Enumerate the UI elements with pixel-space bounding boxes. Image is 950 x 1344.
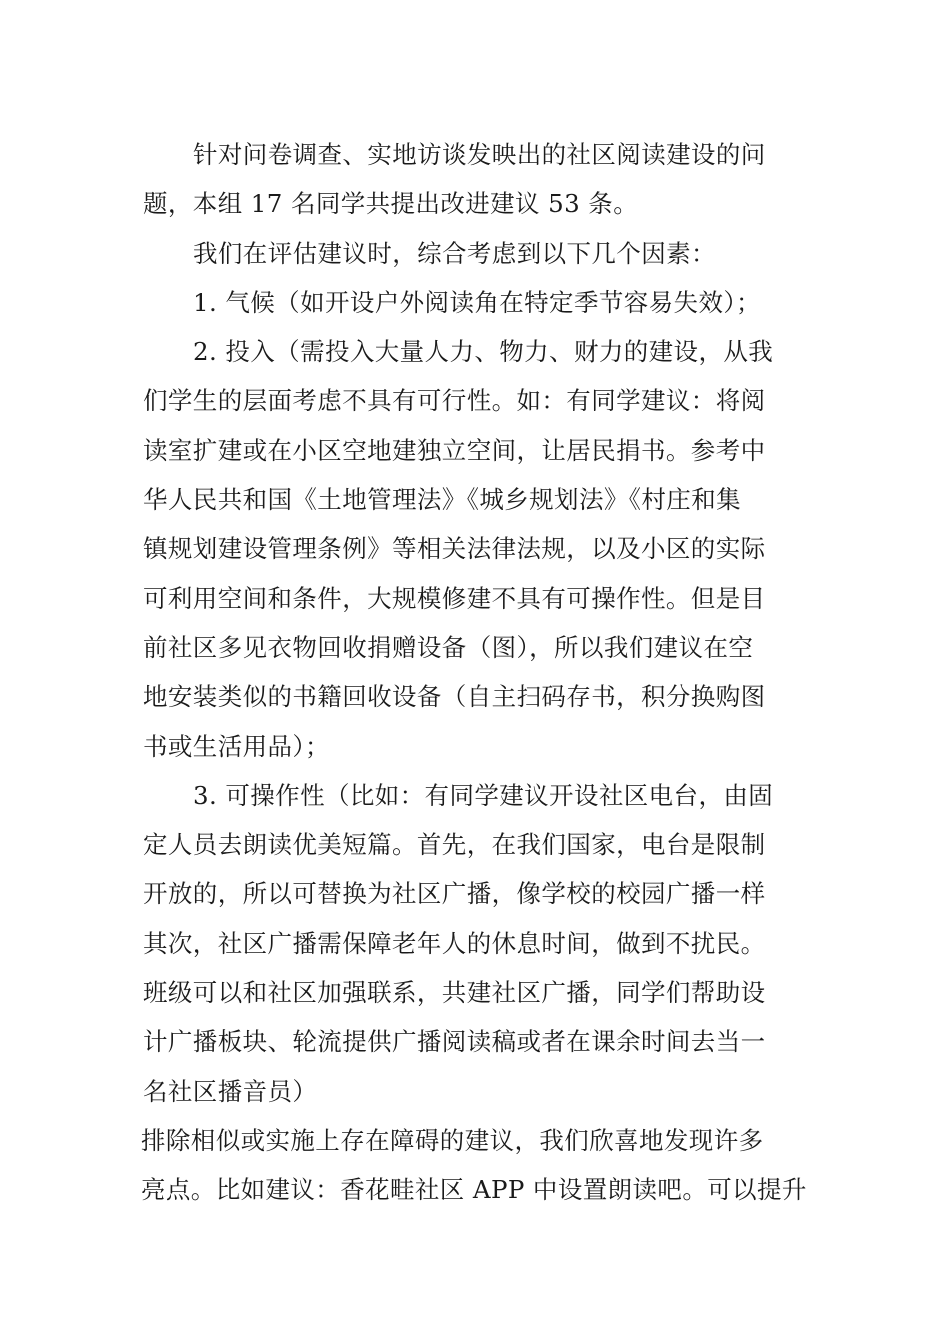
- text-line: 镇规划建设管理条例》等相关法律法规，以及小区的实际: [143, 534, 766, 564]
- text-line: 题，本组 17 名同学共提出改进建议 53 条。: [143, 189, 639, 219]
- text-line: 地安装类似的书籍回收设备（自主扫码存书，积分换购图: [143, 682, 766, 712]
- text-line: 班级可以和社区加强联系，共建社区广播，同学们帮助设: [143, 978, 766, 1008]
- text-line: 排除相似或实施上存在障碍的建议，我们欣喜地发现许多: [141, 1125, 764, 1155]
- text-line: 1. 气候（如开设户外阅读角在特定季节容易失效）；: [193, 287, 761, 317]
- text-line: 可利用空间和条件，大规模修建不具有可操作性。但是目: [143, 583, 766, 613]
- text-line: 名社区播音员）: [143, 1076, 318, 1106]
- text-line: 我们在评估建议时，综合考虑到以下几个因素：: [193, 238, 716, 268]
- text-line: 前社区多见衣物回收捐赠设备（图），所以我们建议在空: [143, 632, 754, 662]
- text-line: 开放的，所以可替换为社区广播，像学校的校园广播一样: [143, 879, 766, 909]
- text-line: 们学生的层面考虑不具有可行性。如：有同学建议：将阅: [143, 386, 766, 416]
- document-body: [143, 130, 808, 1215]
- text-line: 计广播板块、轮流提供广播阅读稿或者在课余时间去当一: [143, 1027, 766, 1057]
- text-line: 3. 可操作性（比如：有同学建议开设社区电台，由固: [193, 780, 774, 810]
- text-line: 华人民共和国《土地管理法》《城乡规划法》《村庄和集: [143, 485, 741, 515]
- text-line: 定人员去朗读优美短篇。首先，在我们国家，电台是限制: [143, 830, 766, 860]
- text-line: 书或生活用品）；: [143, 731, 330, 761]
- text-line: 2. 投入（需投入大量人力、物力、财力的建设，从我: [193, 337, 774, 367]
- text-line: 读室扩建或在小区空地建独立空间，让居民捐书。参考中: [143, 435, 766, 465]
- text-line: 亮点。比如建议：香花畦社区 APP 中设置朗读吧。可以提升: [141, 1175, 807, 1205]
- text-line: 针对问卷调查、实地访谈发映出的社区阅读建设的问: [193, 140, 766, 169]
- text-line: 其次，社区广播需保障老年人的休息时间，做到不扰民。: [143, 928, 766, 958]
